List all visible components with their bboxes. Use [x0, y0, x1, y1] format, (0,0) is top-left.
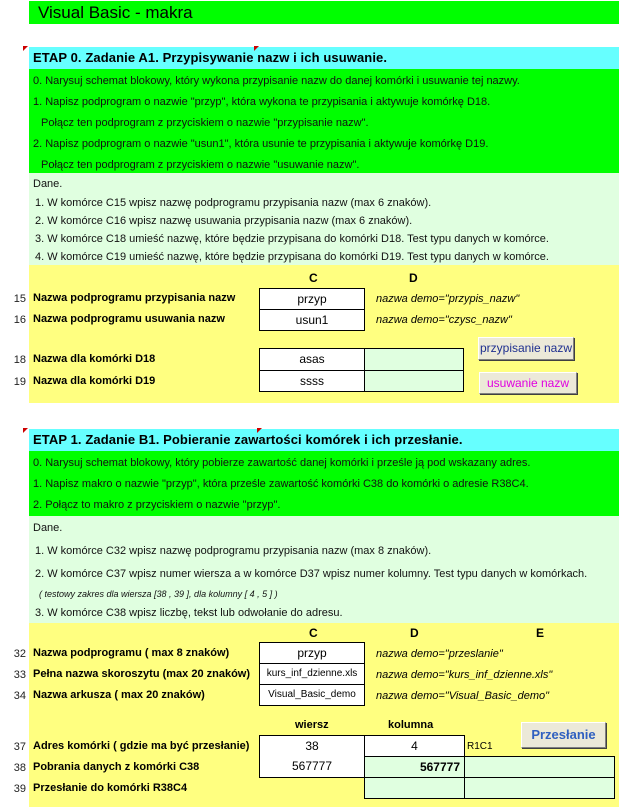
cell-c34[interactable]: Visual_Basic_demo: [259, 684, 365, 706]
row-number: 19: [13, 376, 26, 388]
task-line: Połącz ten podprogram z przyciskiem o nazwie "przypisanie nazw".: [41, 117, 369, 129]
cell-d37[interactable]: 4: [364, 735, 465, 757]
demo-name: nazwa demo="przeslanie": [376, 648, 503, 660]
row-number: 39: [13, 783, 26, 795]
demo-name: nazwa demo="Visual_Basic_demo": [376, 690, 550, 702]
etap0-heading-bar: [29, 47, 619, 69]
cell-e38[interactable]: [464, 756, 615, 778]
comment-marker-icon[interactable]: [23, 46, 28, 51]
cell-c38[interactable]: 567777: [259, 756, 365, 778]
cell-d18[interactable]: [364, 348, 464, 371]
cell-d39[interactable]: [364, 777, 465, 799]
dane-line: 3. W komórce C38 wpisz liczbę, tekst lub odwołanie do adresu.: [35, 607, 343, 619]
task-line: 2. Połącz to makro z przyciskiem o nazwie "przyp".: [33, 499, 281, 511]
etap0-data: [29, 173, 619, 265]
etap1-tasks: [29, 451, 619, 516]
row-number: 15: [13, 293, 26, 305]
comment-marker-icon[interactable]: [254, 46, 259, 51]
row-label: Pełna nazwa skoroszytu (max 20 znaków): [33, 668, 251, 680]
sheet-title-bar: [29, 1, 619, 24]
task-line: 2. Napisz podprogram o nazwie "usun1", która usunie te przypisania i aktywuje komórkę D19.: [33, 138, 489, 150]
comment-marker-icon[interactable]: [257, 428, 262, 433]
cell-d38[interactable]: 567777: [364, 756, 465, 778]
cell-d19[interactable]: [364, 370, 464, 392]
task-line: 1. Napisz makro o nazwie "przyp", która prześle zawartość komórki C38 do komórki o adresie R38C4.: [33, 478, 529, 490]
demo-name: nazwa demo="czysc_nazw": [376, 314, 512, 326]
row-number: 38: [13, 762, 26, 774]
row-number: 18: [13, 354, 26, 366]
cell-c18[interactable]: asas: [259, 348, 365, 371]
row-label: Nazwa podprogramu przypisania nazw: [33, 292, 236, 304]
row-label: Pobrania danych z komórki C38: [33, 761, 200, 773]
column-header-e: E: [536, 626, 545, 640]
task-line: 1. Napisz podprogram o nazwie "przyp", która wykona te przypisania i aktywuje komórkę D18.: [33, 96, 491, 108]
etap0-tasks: [29, 69, 619, 173]
dane-label: Dane.: [33, 522, 63, 534]
dane-note: ( testowy zakres dla wiersza [38 , 39 ], dla kolumny [ 4 , 5 ] ): [39, 589, 278, 599]
row-label: Nazwa dla komórki D18: [33, 353, 156, 365]
usuwanie-nazw-button[interactable]: usuwanie nazw: [479, 372, 577, 394]
task-line: 0. Narysuj schemat blokowy, który pobierze zawartość danej komórki i prześle ją pod wskazany adres.: [33, 457, 531, 469]
demo-name: nazwa demo="kurs_inf_dzienne.xls": [376, 669, 553, 681]
dane-line: 2. W komórce C37 wpisz numer wiersza a w komórce D37 wpisz numer kolumny. Test typu danych w komórkach.: [35, 568, 588, 580]
column-header-d: D: [410, 626, 419, 640]
row-number: 16: [13, 314, 26, 326]
cell-e37[interactable]: R1C1: [467, 741, 493, 752]
przeslanie-button[interactable]: Przesłanie: [521, 722, 606, 748]
row-number: 37: [13, 741, 26, 753]
cell-c37[interactable]: 38: [259, 735, 365, 757]
header-wiersz: wiersz: [295, 719, 329, 731]
row-label: Nazwa podprogramu usuwania nazw: [33, 313, 225, 325]
dane-line: 3. W komórce C18 umieść nazwę, które będzie przypisana do komórki D18. Test typu danych w komórce.: [35, 233, 549, 245]
demo-name: nazwa demo="przypis_nazw": [376, 293, 520, 305]
row-number: 33: [13, 669, 26, 681]
column-header-d: D: [409, 271, 418, 285]
column-header-c: C: [309, 271, 318, 285]
cell-c16[interactable]: usun1: [259, 309, 365, 331]
dane-line: 1. W komórce C15 wpisz nazwę podprogramu przypisania nazw (max 6 znaków).: [35, 197, 432, 209]
dane-line: 4. W komórce C19 umieść nazwę, które będzie przypisana do komórki D19. Test typu danych w komórce.: [35, 251, 549, 263]
row-label: Przesłanie do komórki R38C4: [33, 782, 188, 794]
cell-c32[interactable]: przyp: [259, 642, 365, 664]
row-label: Nazwa arkusza ( max 20 znaków): [33, 689, 205, 701]
row-label: Adres komórki ( gdzie ma być przesłanie): [33, 740, 250, 752]
etap1-heading: ETAP 1. Zadanie B1. Pobieranie zawartości komórek i ich przesłanie.: [33, 432, 463, 447]
column-header-c: C: [309, 626, 318, 640]
row-label: Nazwa podprogramu ( max 8 znaków): [33, 647, 230, 659]
task-line: 0. Narysuj schemat blokowy, który wykona przypisanie nazw do danej komórki i usuwanie tej nazwy.: [33, 75, 520, 87]
dane-line: 1. W komórce C32 wpisz nazwę podprogramu przypisania nazw (max 8 znaków).: [35, 545, 432, 557]
cell-c15[interactable]: przyp: [259, 288, 365, 310]
dane-line: 2. W komórce C16 wpisz nazwę usuwania przypisania nazw (max 6 znaków).: [35, 215, 413, 227]
cell-e39[interactable]: [464, 777, 615, 799]
etap1-heading-bar: [29, 429, 619, 451]
comment-marker-icon[interactable]: [23, 428, 28, 433]
row-label: Nazwa dla komórki D19: [33, 375, 156, 387]
task-line: Połącz ten podprogram z przyciskiem o nazwie "usuwanie nazw".: [41, 159, 360, 171]
sheet-title: Visual Basic - makra: [38, 3, 193, 22]
dane-label: Dane.: [33, 178, 63, 190]
row-number: 34: [13, 690, 26, 702]
etap0-heading: ETAP 0. Zadanie A1. Przypisywanie nazw i ich usuwanie.: [33, 50, 388, 65]
cell-c19[interactable]: ssss: [259, 370, 365, 392]
row-number: 32: [13, 648, 26, 660]
przypisanie-nazw-button[interactable]: przypisanie nazw: [478, 337, 574, 360]
etap1-data: [29, 516, 619, 623]
cell-c33[interactable]: kurs_inf_dzienne.xls: [259, 663, 365, 685]
header-kolumna: kolumna: [388, 719, 434, 731]
